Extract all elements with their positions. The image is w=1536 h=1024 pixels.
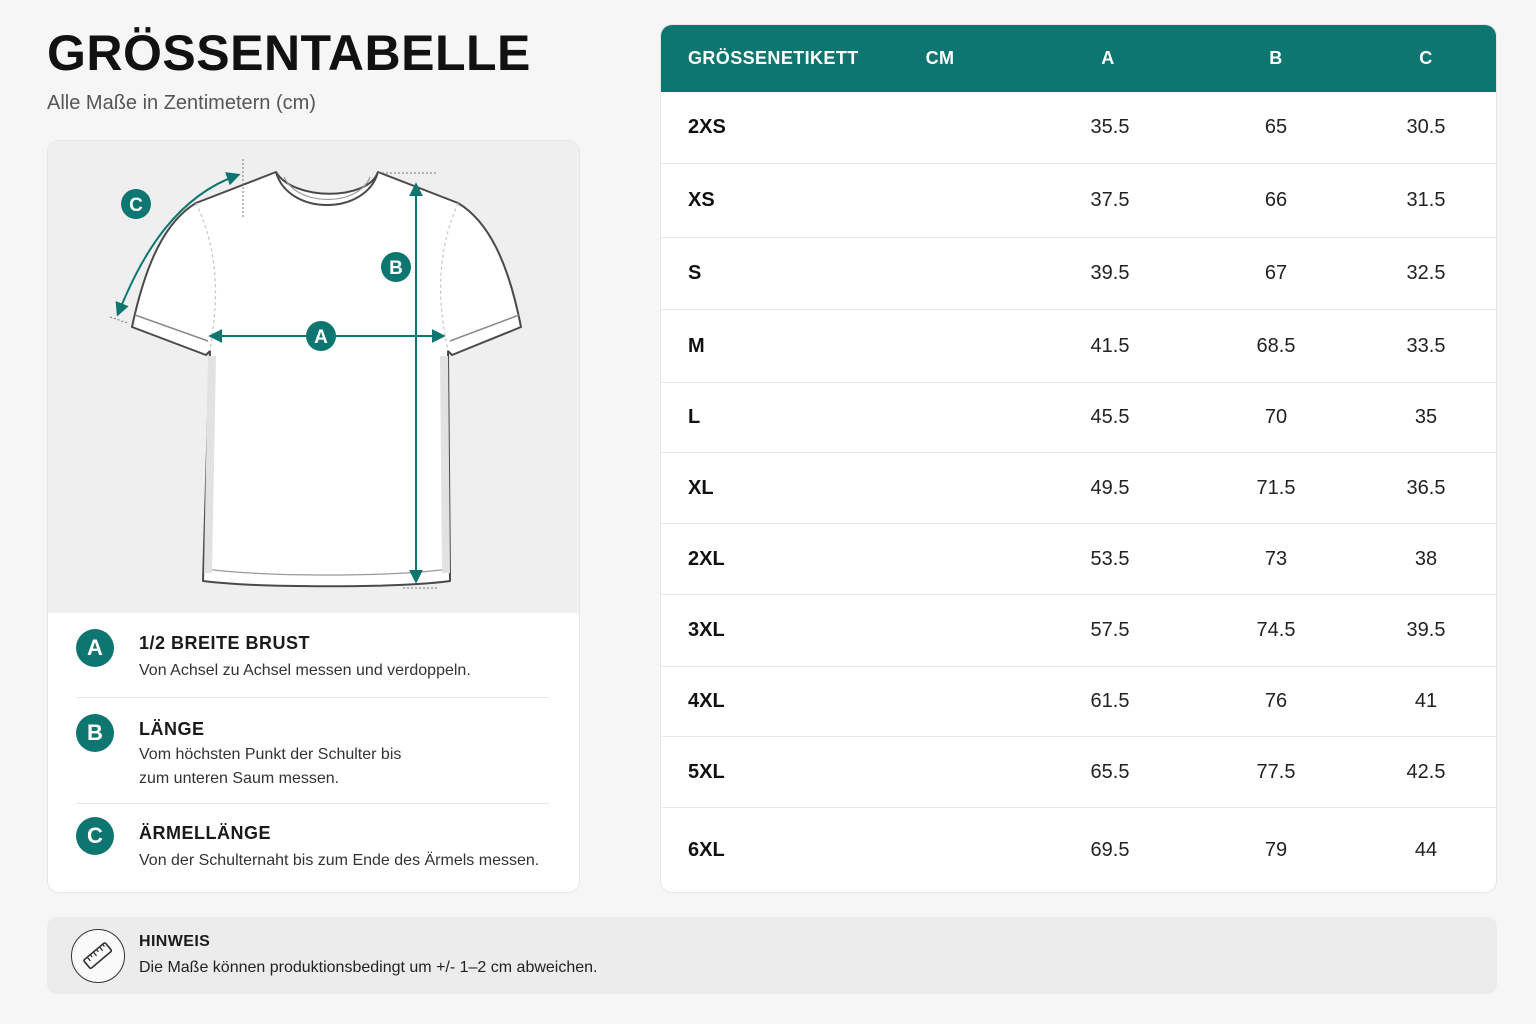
legend-badge: C: [76, 817, 114, 855]
cell-b: 68.5: [1256, 334, 1296, 357]
table-row: [661, 737, 1497, 808]
cell-c: 30.5: [1406, 116, 1446, 138]
page-title: GRÖSSENTABELLE: [47, 25, 531, 81]
header-cm: CM: [925, 48, 955, 68]
divider: [76, 803, 549, 804]
cell-a: 49.5: [1090, 476, 1130, 499]
tshirt-icon: [48, 141, 580, 613]
cell-c: 36.5: [1406, 476, 1446, 499]
size-table: [660, 24, 1497, 893]
legend-title: ÄRMELLÄNGE: [139, 823, 271, 843]
legend-title: LÄNGE: [139, 719, 205, 739]
cell-b: 73: [1264, 547, 1288, 570]
cell-a: 57.5: [1090, 619, 1130, 641]
header-c: C: [1419, 48, 1433, 68]
table-row: [661, 453, 1497, 524]
tshirt-diagram: [48, 141, 580, 613]
page-subtitle: Alle Maße in Zentimetern (cm): [47, 92, 316, 114]
cell-a: 65.5: [1090, 760, 1130, 783]
header-size-label: GRÖSSENETIKETT: [688, 48, 859, 68]
ruler-icon: [71, 929, 125, 983]
note-box: [47, 917, 1497, 994]
divider: [76, 697, 549, 698]
cell-c: 33.5: [1406, 334, 1446, 357]
table-row: [661, 383, 1497, 453]
cell-b: 70: [1264, 406, 1288, 428]
legend-desc: Vom höchsten Punkt der Schulter bis zum unteren Saum messen.: [139, 746, 402, 787]
legend-desc: Von Achsel zu Achsel messen und verdoppeln.: [139, 662, 471, 679]
cell-b: 79: [1264, 839, 1288, 861]
cell-size: XS: [688, 189, 715, 211]
cell-c: 35: [1414, 406, 1438, 428]
legend-badge: B: [76, 714, 114, 752]
svg-text:A: A: [314, 327, 328, 348]
cell-size: 3XL: [688, 619, 725, 641]
table-row: [661, 92, 1497, 164]
cell-b: 76: [1264, 690, 1288, 712]
cell-a: 37.5: [1090, 189, 1130, 211]
cell-c: 38: [1414, 547, 1438, 570]
cell-size: M: [688, 334, 705, 357]
svg-text:B: B: [389, 258, 403, 279]
cell-c: 31.5: [1406, 189, 1446, 211]
cell-a: 41.5: [1090, 334, 1130, 357]
cell-size: 6XL: [688, 839, 725, 861]
table-row: [661, 595, 1497, 667]
cell-size: 4XL: [688, 690, 725, 712]
cell-a: 45.5: [1090, 406, 1130, 428]
cell-size: XL: [688, 476, 714, 499]
cell-c: 44: [1414, 839, 1438, 861]
cell-a: 35.5: [1090, 116, 1130, 138]
cell-b: 65: [1264, 116, 1288, 138]
table-row: [661, 667, 1497, 737]
table-row: [661, 310, 1497, 383]
cell-c: 41: [1414, 690, 1438, 712]
cell-a: 39.5: [1090, 262, 1130, 284]
cell-a: 69.5: [1090, 839, 1130, 861]
note-text: Die Maße können produktionsbedingt um +/- 1–2 cm abweichen.: [139, 959, 598, 976]
header-a: A: [1101, 48, 1115, 68]
cell-c: 39.5: [1406, 619, 1446, 641]
legend-desc: Von der Schulternaht bis zum Ende des Ärmels messen.: [139, 852, 540, 869]
legend-badge: A: [76, 629, 114, 667]
svg-text:C: C: [129, 195, 143, 216]
measurement-guide-card: [47, 140, 580, 893]
table-row: [661, 164, 1497, 238]
note-title: HINWEIS: [139, 933, 211, 950]
cell-b: 66: [1264, 189, 1288, 211]
table-header: [661, 25, 1497, 92]
marker-a: [306, 321, 336, 351]
marker-b: [381, 252, 411, 282]
cell-size: L: [688, 406, 701, 428]
cell-size: 2XS: [688, 116, 726, 138]
marker-c: [121, 189, 151, 219]
cell-a: 61.5: [1090, 690, 1130, 712]
cell-size: 2XL: [688, 547, 725, 570]
cell-size: 5XL: [688, 760, 725, 783]
cell-size: S: [688, 262, 702, 284]
cell-c: 42.5: [1406, 760, 1446, 783]
table-row: [661, 524, 1497, 595]
table-row: [661, 808, 1497, 893]
header-b: B: [1269, 48, 1283, 68]
cell-b: 71.5: [1256, 476, 1296, 499]
cell-b: 77.5: [1256, 760, 1296, 783]
cell-b: 74.5: [1256, 619, 1296, 641]
legend-title: 1/2 BREITE BRUST: [139, 633, 311, 653]
table-row: [661, 238, 1497, 310]
cell-c: 32.5: [1406, 262, 1446, 284]
cell-a: 53.5: [1090, 547, 1130, 570]
cell-b: 67: [1264, 262, 1288, 284]
